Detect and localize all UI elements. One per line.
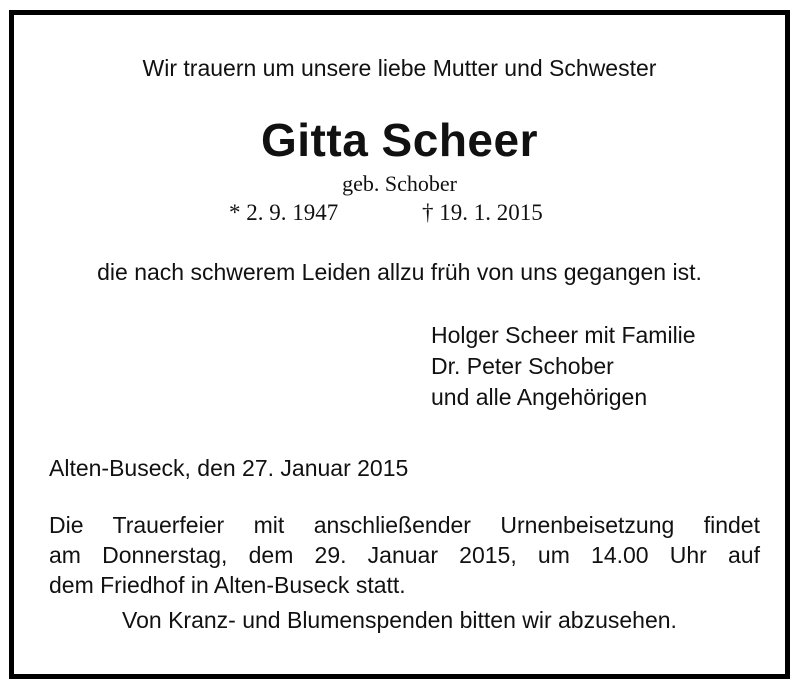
place-date: Alten-Buseck, den 27. Januar 2015 [49, 455, 409, 481]
service-line: Die Trauerfeier mit anschließender Urnenbeisetzung findet [49, 512, 760, 538]
birth-date: * 2. 9. 1947 [229, 200, 339, 225]
passing-text: die nach schwerem Leiden allzu früh von uns gegangen ist. [97, 259, 702, 285]
maiden-name: geb. Schober [342, 171, 457, 196]
funeral-service-text [49, 510, 760, 600]
intro-text: Wir trauern um unsere liebe Mutter und Schwester [142, 55, 657, 81]
death-date: † 19. 1. 2015 [422, 200, 543, 225]
flowers-note: Von Kranz- und Blumenspenden bitten wir abzusehen. [122, 607, 677, 633]
mourner-line: Dr. Peter Schober [431, 353, 614, 379]
mourner-line: und alle Angehörigen [431, 384, 648, 410]
mourners-list [431, 320, 696, 413]
service-line: am Donnerstag, dem 29. Januar 2015, um 14.00 Uhr auf [49, 542, 760, 568]
mourner-line: Holger Scheer mit Familie [431, 322, 696, 348]
service-line: dem Friedhof in Alten-Buseck statt. [49, 572, 406, 598]
deceased-name: Gitta Scheer [261, 114, 538, 166]
obituary-notice [9, 10, 790, 679]
